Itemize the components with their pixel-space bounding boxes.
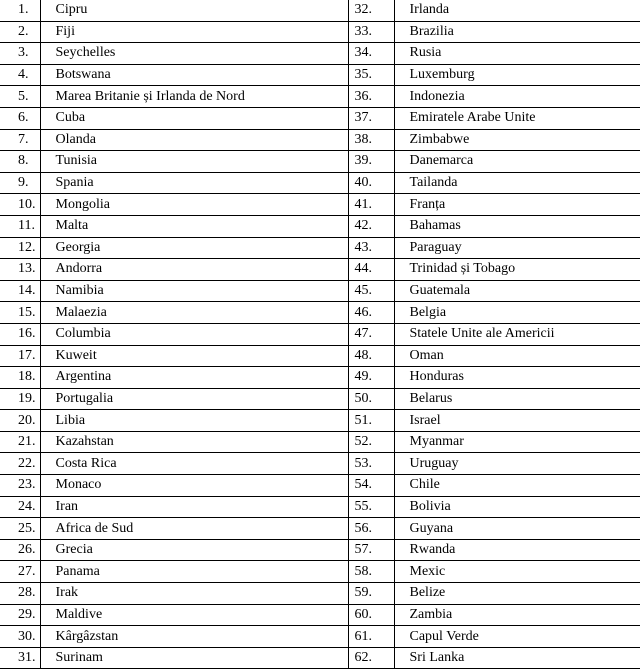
left-country-cell: Iran bbox=[40, 496, 348, 518]
left-country-cell: Africa de Sud bbox=[40, 518, 348, 540]
right-rank-cell: 41. bbox=[348, 194, 394, 216]
left-rank-cell: 5. bbox=[0, 86, 40, 108]
left-country-cell: Kârgâzstan bbox=[40, 626, 348, 648]
table-row bbox=[0, 86, 640, 108]
right-rank-cell: 36. bbox=[348, 86, 394, 108]
table-row bbox=[0, 43, 640, 65]
table-row bbox=[0, 647, 640, 669]
right-country-cell: Chile bbox=[394, 475, 640, 497]
table-row bbox=[0, 626, 640, 648]
right-rank-cell: 59. bbox=[348, 583, 394, 605]
right-rank-cell: 54. bbox=[348, 475, 394, 497]
right-country-cell: Honduras bbox=[394, 367, 640, 389]
left-country-cell: Argentina bbox=[40, 367, 348, 389]
table-row bbox=[0, 345, 640, 367]
right-country-cell: Luxemburg bbox=[394, 64, 640, 86]
right-rank-cell: 58. bbox=[348, 561, 394, 583]
table-row bbox=[0, 237, 640, 259]
table-row bbox=[0, 194, 640, 216]
right-country-cell: Oman bbox=[394, 345, 640, 367]
table-row bbox=[0, 302, 640, 324]
right-country-cell: Zimbabwe bbox=[394, 129, 640, 151]
left-rank-cell: 22. bbox=[0, 453, 40, 475]
left-country-cell: Costa Rica bbox=[40, 453, 348, 475]
right-country-cell: Emiratele Arabe Unite bbox=[394, 107, 640, 129]
left-country-cell: Olanda bbox=[40, 129, 348, 151]
left-rank-cell: 13. bbox=[0, 259, 40, 281]
table-row bbox=[0, 475, 640, 497]
left-rank-cell: 26. bbox=[0, 539, 40, 561]
left-rank-cell: 4. bbox=[0, 64, 40, 86]
left-country-cell: Cipru bbox=[40, 0, 348, 21]
right-rank-cell: 56. bbox=[348, 518, 394, 540]
right-rank-cell: 55. bbox=[348, 496, 394, 518]
table-row bbox=[0, 280, 640, 302]
right-rank-cell: 49. bbox=[348, 367, 394, 389]
left-rank-cell: 12. bbox=[0, 237, 40, 259]
left-country-cell: Columbia bbox=[40, 323, 348, 345]
left-rank-cell: 31. bbox=[0, 647, 40, 669]
table-row bbox=[0, 583, 640, 605]
table-row bbox=[0, 388, 640, 410]
right-country-cell: Brazilia bbox=[394, 21, 640, 43]
left-country-cell: Surinam bbox=[40, 647, 348, 669]
right-rank-cell: 44. bbox=[348, 259, 394, 281]
left-rank-cell: 27. bbox=[0, 561, 40, 583]
left-rank-cell: 23. bbox=[0, 475, 40, 497]
left-rank-cell: 7. bbox=[0, 129, 40, 151]
left-country-cell: Botswana bbox=[40, 64, 348, 86]
left-rank-cell: 16. bbox=[0, 323, 40, 345]
left-country-cell: Namibia bbox=[40, 280, 348, 302]
table-row bbox=[0, 215, 640, 237]
left-country-cell: Spania bbox=[40, 172, 348, 194]
left-rank-cell: 28. bbox=[0, 583, 40, 605]
right-country-cell: Indonezia bbox=[394, 86, 640, 108]
right-rank-cell: 37. bbox=[348, 107, 394, 129]
right-rank-cell: 43. bbox=[348, 237, 394, 259]
left-rank-cell: 30. bbox=[0, 626, 40, 648]
right-rank-cell: 51. bbox=[348, 410, 394, 432]
right-country-cell: Bolivia bbox=[394, 496, 640, 518]
left-country-cell: Grecia bbox=[40, 539, 348, 561]
left-rank-cell: 2. bbox=[0, 21, 40, 43]
left-country-cell: Georgia bbox=[40, 237, 348, 259]
left-country-cell: Mongolia bbox=[40, 194, 348, 216]
table-row bbox=[0, 453, 640, 475]
left-rank-cell: 8. bbox=[0, 151, 40, 173]
left-rank-cell: 17. bbox=[0, 345, 40, 367]
left-country-cell: Marea Britanie și Irlanda de Nord bbox=[40, 86, 348, 108]
left-country-cell: Seychelles bbox=[40, 43, 348, 65]
table-row bbox=[0, 561, 640, 583]
table-row bbox=[0, 151, 640, 173]
left-country-cell: Malta bbox=[40, 215, 348, 237]
table-row bbox=[0, 0, 640, 21]
right-country-cell: Belarus bbox=[394, 388, 640, 410]
right-country-cell: Franța bbox=[394, 194, 640, 216]
right-country-cell: Guatemala bbox=[394, 280, 640, 302]
right-country-cell: Tailanda bbox=[394, 172, 640, 194]
left-rank-cell: 18. bbox=[0, 367, 40, 389]
left-country-cell: Monaco bbox=[40, 475, 348, 497]
left-rank-cell: 11. bbox=[0, 215, 40, 237]
table-row bbox=[0, 107, 640, 129]
table-row bbox=[0, 539, 640, 561]
left-country-cell: Portugalia bbox=[40, 388, 348, 410]
left-rank-cell: 1. bbox=[0, 0, 40, 21]
right-rank-cell: 53. bbox=[348, 453, 394, 475]
left-rank-cell: 29. bbox=[0, 604, 40, 626]
right-country-cell: Mexic bbox=[394, 561, 640, 583]
table-row bbox=[0, 496, 640, 518]
right-rank-cell: 61. bbox=[348, 626, 394, 648]
right-country-cell: Danemarca bbox=[394, 151, 640, 173]
right-country-cell: Rwanda bbox=[394, 539, 640, 561]
right-rank-cell: 62. bbox=[348, 647, 394, 669]
right-country-cell: Uruguay bbox=[394, 453, 640, 475]
right-rank-cell: 33. bbox=[348, 21, 394, 43]
right-country-cell: Israel bbox=[394, 410, 640, 432]
right-rank-cell: 40. bbox=[348, 172, 394, 194]
right-rank-cell: 42. bbox=[348, 215, 394, 237]
left-country-cell: Panama bbox=[40, 561, 348, 583]
right-rank-cell: 32. bbox=[348, 0, 394, 21]
right-country-cell: Trinidad și Tobago bbox=[394, 259, 640, 281]
right-country-cell: Paraguay bbox=[394, 237, 640, 259]
left-rank-cell: 15. bbox=[0, 302, 40, 324]
left-country-cell: Maldive bbox=[40, 604, 348, 626]
right-country-cell: Irlanda bbox=[394, 0, 640, 21]
table-row bbox=[0, 323, 640, 345]
left-country-cell: Cuba bbox=[40, 107, 348, 129]
right-country-cell: Bahamas bbox=[394, 215, 640, 237]
left-rank-cell: 14. bbox=[0, 280, 40, 302]
left-country-cell: Kuweit bbox=[40, 345, 348, 367]
right-country-cell: Belize bbox=[394, 583, 640, 605]
left-country-cell: Libia bbox=[40, 410, 348, 432]
left-rank-cell: 10. bbox=[0, 194, 40, 216]
right-country-cell: Guyana bbox=[394, 518, 640, 540]
right-rank-cell: 38. bbox=[348, 129, 394, 151]
table-row bbox=[0, 259, 640, 281]
left-country-cell: Kazahstan bbox=[40, 431, 348, 453]
table-row bbox=[0, 64, 640, 86]
right-rank-cell: 57. bbox=[348, 539, 394, 561]
table-row bbox=[0, 367, 640, 389]
left-rank-cell: 24. bbox=[0, 496, 40, 518]
right-rank-cell: 45. bbox=[348, 280, 394, 302]
right-rank-cell: 50. bbox=[348, 388, 394, 410]
left-rank-cell: 25. bbox=[0, 518, 40, 540]
left-country-cell: Fiji bbox=[40, 21, 348, 43]
left-country-cell: Irak bbox=[40, 583, 348, 605]
right-country-cell: Belgia bbox=[394, 302, 640, 324]
left-country-cell: Malaezia bbox=[40, 302, 348, 324]
right-rank-cell: 60. bbox=[348, 604, 394, 626]
right-country-cell: Sri Lanka bbox=[394, 647, 640, 669]
left-country-cell: Andorra bbox=[40, 259, 348, 281]
table-row bbox=[0, 129, 640, 151]
left-rank-cell: 19. bbox=[0, 388, 40, 410]
table-row bbox=[0, 518, 640, 540]
left-rank-cell: 20. bbox=[0, 410, 40, 432]
table-row bbox=[0, 21, 640, 43]
table-row bbox=[0, 172, 640, 194]
right-country-cell: Capul Verde bbox=[394, 626, 640, 648]
right-rank-cell: 34. bbox=[348, 43, 394, 65]
right-rank-cell: 39. bbox=[348, 151, 394, 173]
right-country-cell: Rusia bbox=[394, 43, 640, 65]
left-country-cell: Tunisia bbox=[40, 151, 348, 173]
right-country-cell: Zambia bbox=[394, 604, 640, 626]
right-rank-cell: 47. bbox=[348, 323, 394, 345]
right-rank-cell: 46. bbox=[348, 302, 394, 324]
right-rank-cell: 48. bbox=[348, 345, 394, 367]
left-rank-cell: 6. bbox=[0, 107, 40, 129]
right-rank-cell: 35. bbox=[348, 64, 394, 86]
table-row bbox=[0, 431, 640, 453]
left-rank-cell: 9. bbox=[0, 172, 40, 194]
right-country-cell: Myanmar bbox=[394, 431, 640, 453]
table-row bbox=[0, 410, 640, 432]
table-row bbox=[0, 604, 640, 626]
left-rank-cell: 3. bbox=[0, 43, 40, 65]
left-rank-cell: 21. bbox=[0, 431, 40, 453]
right-country-cell: Statele Unite ale Americii bbox=[394, 323, 640, 345]
right-rank-cell: 52. bbox=[348, 431, 394, 453]
